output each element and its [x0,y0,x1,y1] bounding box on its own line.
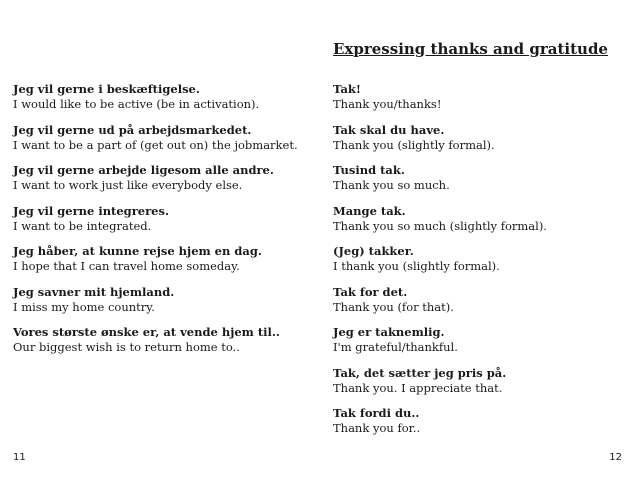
phrase-entry [13,204,313,234]
danish-phrase: Jeg håber, at kunne rejse hjem en dag. [13,244,262,258]
danish-phrase: Tak! [333,82,361,96]
danish-phrase: Jeg vil gerne ud på arbejdsmarkedet. [13,122,252,137]
phrase-entry [333,82,628,112]
phrase-entry [333,123,628,153]
english-translation: I miss my home country. [13,299,155,314]
phrase-entry [13,325,313,355]
phrase-entry [13,123,313,153]
left-phrase-list [13,82,313,366]
danish-phrase: Jeg vil gerne integreres. [13,203,169,218]
english-translation: Thank you (for that). [333,299,454,314]
danish-phrase: Jeg er taknemlig. [333,325,445,339]
phrase-entry [333,285,628,315]
danish-phrase: Tak, det sætter jeg pris på. [333,365,507,380]
english-translation: Thank you (slightly formal). [333,137,495,152]
phrase-entry [333,204,628,234]
english-translation: Thank you. I appreciate that. [333,380,503,395]
english-translation: I thank you (slightly formal). [333,259,500,273]
page-number-right: 12 [609,452,622,463]
english-translation: I want to work just like everybody else. [13,178,243,192]
english-translation: Thank you so much (slightly formal). [333,218,547,233]
danish-phrase: Jeg vil gerne arbejde ligesom alle andre. [13,163,274,177]
phrase-entry [333,163,628,193]
danish-phrase: Tak fordi du.. [333,406,420,420]
right-phrase-list [333,82,628,447]
phrase-entry [333,366,628,396]
phrase-entry [333,325,628,355]
english-translation: Thank you/thanks! [333,97,442,111]
phrase-entry [13,285,313,315]
phrase-entry [13,244,313,274]
danish-phrase: Jeg savner mit hjemland. [13,284,175,299]
page-number-left: 11 [13,452,26,463]
danish-phrase: Tak for det. [333,284,408,299]
english-translation: I'm grateful/thankful. [333,340,458,354]
danish-phrase: Vores største ønske er, at vende hjem til.. [13,325,280,339]
english-translation: Thank you so much. [333,178,450,192]
english-translation: Thank you for.. [333,421,421,435]
phrase-entry [333,244,628,274]
english-translation: I want to be a part of (get out on) the jobmarket. [13,137,298,152]
danish-phrase: Tusind tak. [333,163,405,177]
english-translation: I want to be integrated. [13,218,152,233]
danish-phrase: (Jeg) takker. [333,244,414,258]
danish-phrase: Mange tak. [333,203,406,218]
danish-phrase: Jeg vil gerne i beskæftigelse. [13,82,200,96]
english-translation: I would like to be active (be in activation). [13,97,260,111]
section-title: Expressing thanks and gratitude [333,40,608,58]
english-translation: I hope that I can travel home someday. [13,259,240,273]
phrase-entry [13,163,313,193]
phrase-entry [13,82,313,112]
phrase-entry [333,406,628,436]
english-translation: Our biggest wish is to return home to.. [13,340,240,354]
danish-phrase: Tak skal du have. [333,122,445,137]
